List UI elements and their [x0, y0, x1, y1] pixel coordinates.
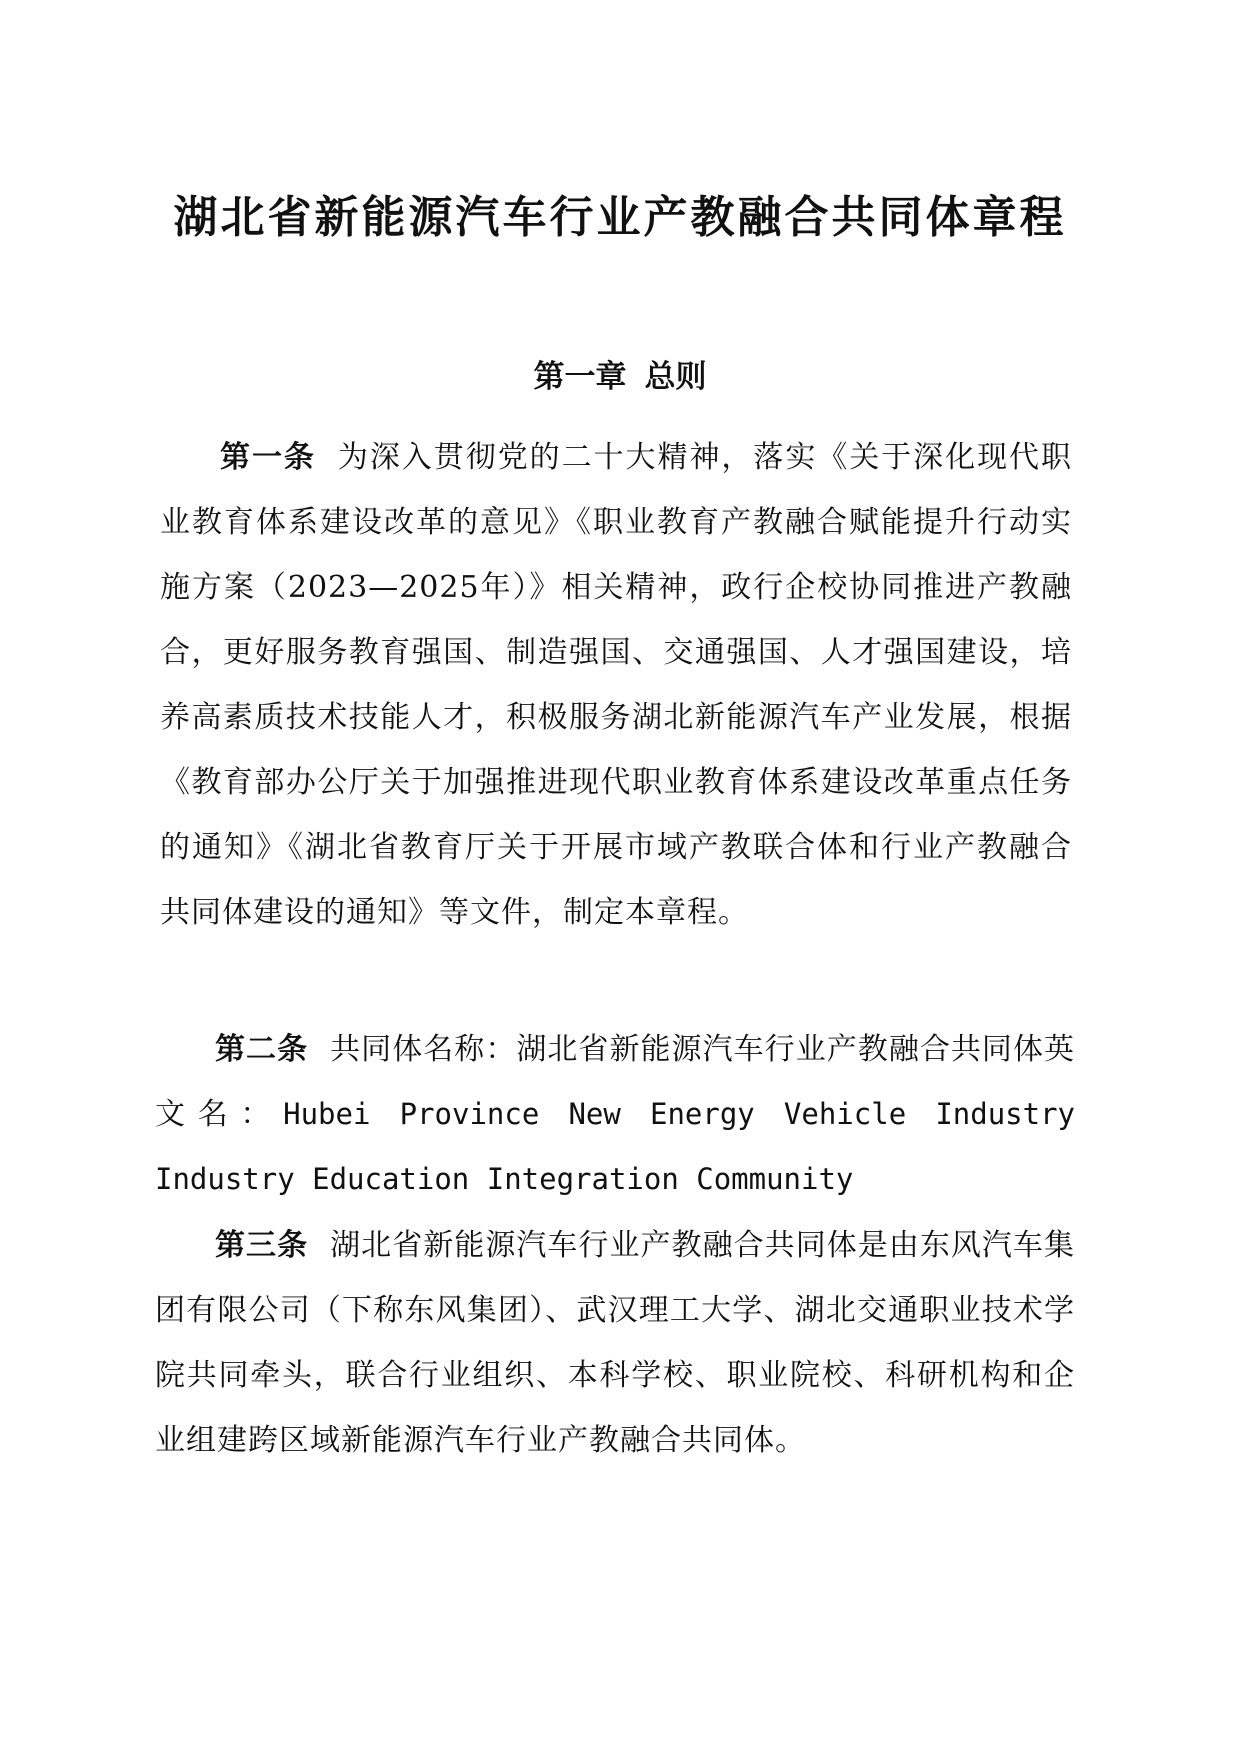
article-text: 为深入贯彻党的二十大精神，落实《关于深化现代职业教育体系建设改革的意见》《职业教育产教融合赋能提升行动实施方案（2023—2025年）》相关精神，政行企校协同推进产教融合，更好服务教育强国、制造强国、交通强国、人才强国建设，培养高素质技术技能人才，积极服务湖北新能源汽车产业发展，根据《教育部办公厅关于加强推进现代职业教育体系建设改革重点任务的通知》《湖北省教育厅关于开展市域产教联合体和行业产教融合共同体建设的通知》等文件，制定本章程。 [160, 440, 1073, 930]
chapter-number: 第一章 [533, 359, 627, 395]
article-1 [160, 425, 1072, 945]
article-label: 第二条 [215, 1032, 309, 1067]
chapter-name: 总则 [644, 359, 707, 395]
article-2 [155, 1017, 1075, 1212]
article-3 [155, 1213, 1075, 1473]
article-label: 第一条 [220, 440, 316, 475]
chapter-heading [0, 355, 1240, 399]
english-name: Hubei Province New Energy Vehicle Industry Industry Education Integration Community [155, 1097, 1075, 1196]
article-label: 第三条 [215, 1228, 309, 1263]
article-text: 湖北省新能源汽车行业产教融合共同体是由东风汽车集团有限公司（下称东风集团）、武汉理工大学、湖北交通职业技术学院共同牵头，联合行业组织、本科学校、职业院校、科研机构和企业组建跨区域新能源汽车行业产教融合共同体。 [155, 1228, 1076, 1458]
article-text: 共同体名称：湖北省新能源汽车行业产教融合共同体英文名： [155, 1032, 1076, 1132]
document-title: 湖北省新能源汽车行业产教融合共同体章程 [173, 192, 1067, 243]
